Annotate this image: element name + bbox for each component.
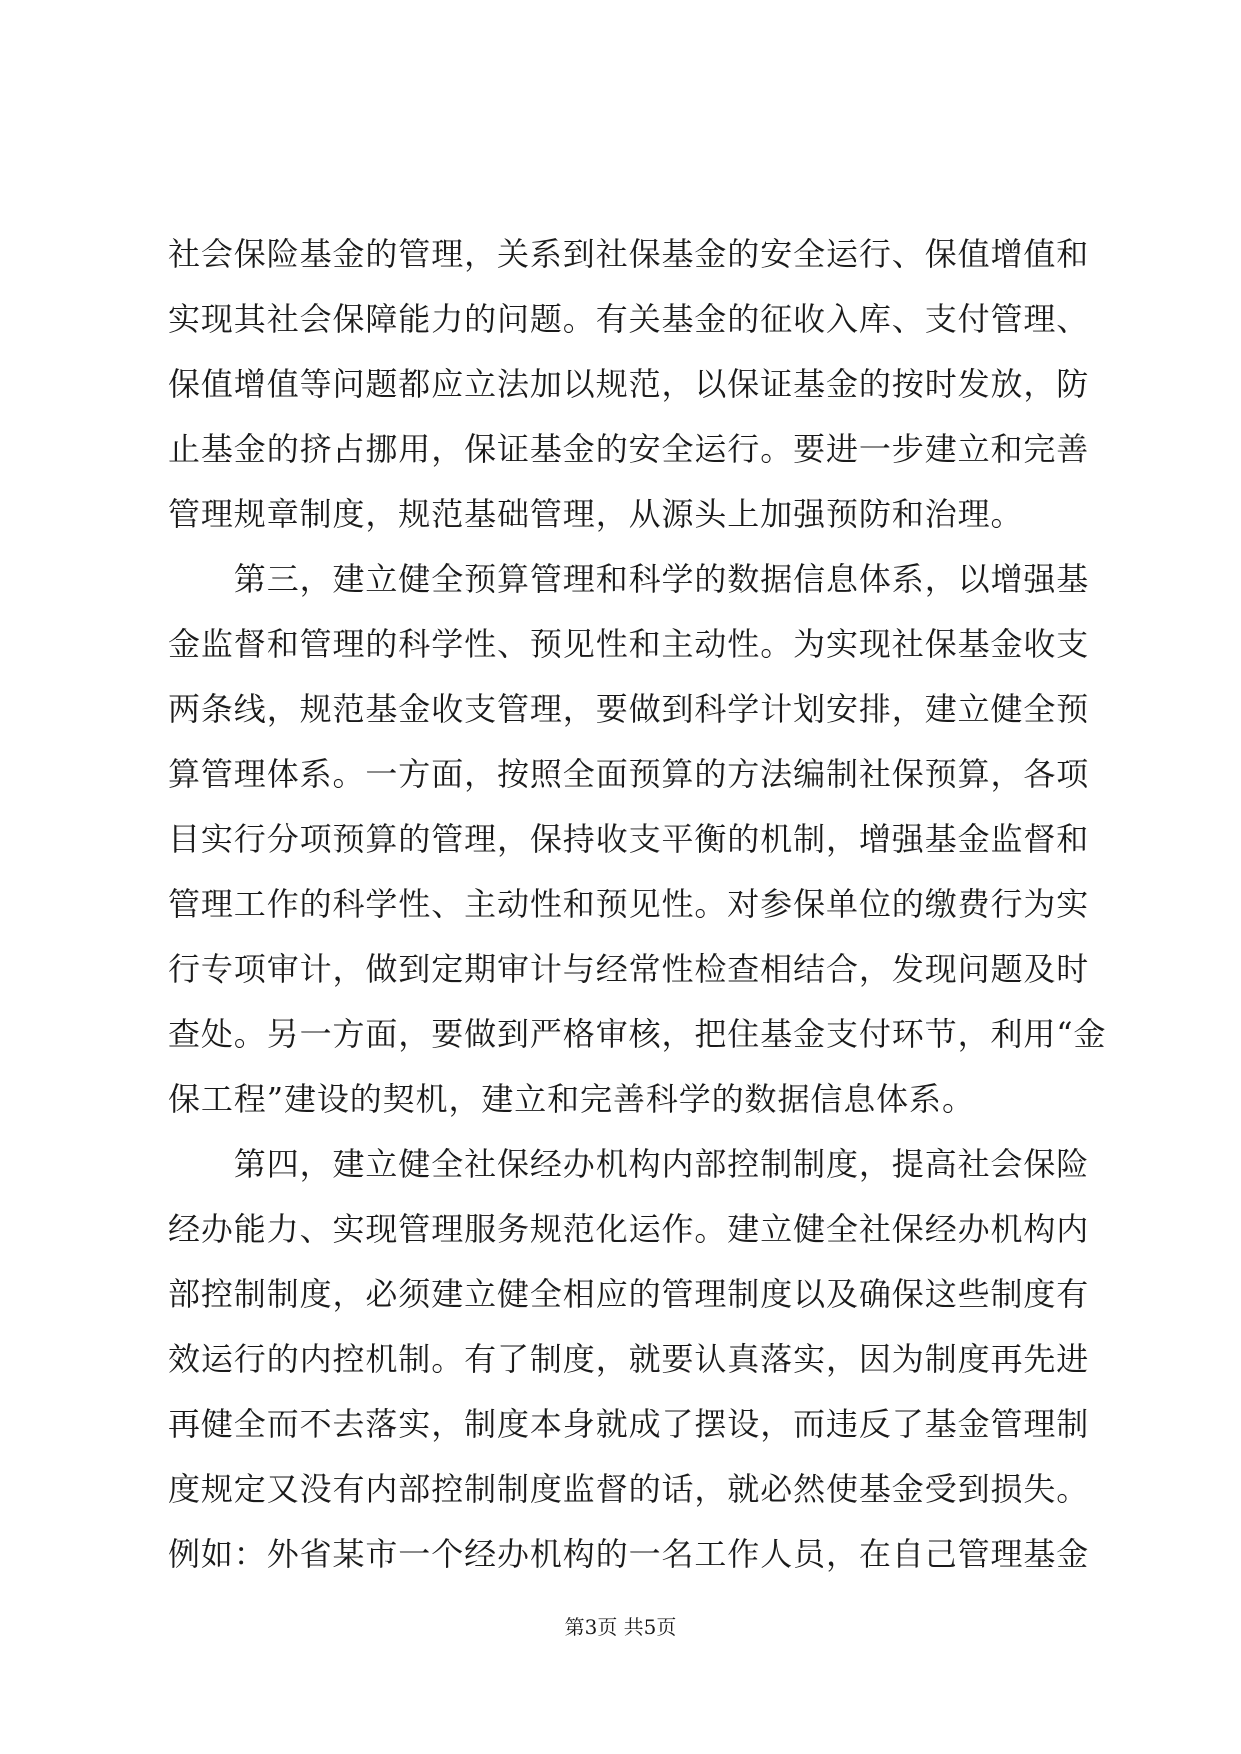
text-line: 管理规章制度，规范基础管理，从源头上加强预防和治理。 <box>168 495 1024 533</box>
text-line: 保值增值等问题都应立法加以规范，以保证基金的按时发放，防 <box>168 365 1090 403</box>
text-line: 保工程”建设的契机，建立和完善科学的数据信息体系。 <box>168 1080 975 1118</box>
text-line: 金监督和管理的科学性、预见性和主动性。为实现社保基金收支 <box>168 625 1090 663</box>
paragraph-start-line: 第三，建立健全预算管理和科学的数据信息体系，以增强基 <box>168 560 1090 598</box>
text-line: 社会保险基金的管理，关系到社保基金的安全运行、保值增值和 <box>168 235 1090 273</box>
text-line: 管理工作的科学性、主动性和预见性。对参保单位的缴费行为实 <box>168 885 1090 923</box>
text-line: 例如：外省某市一个经办机构的一名工作人员，在自己管理基金 <box>168 1535 1090 1573</box>
paragraph-start-line: 第四，建立健全社保经办机构内部控制制度，提高社会保险 <box>168 1145 1090 1183</box>
text-line: 行专项审计，做到定期审计与经常性检查相结合，发现问题及时 <box>168 950 1090 988</box>
text-line: 效运行的内控机制。有了制度，就要认真落实，因为制度再先进 <box>168 1340 1090 1378</box>
text-line: 度规定又没有内部控制制度监督的话，就必然使基金受到损失。 <box>168 1470 1090 1508</box>
text-line: 部控制制度，必须建立健全相应的管理制度以及确保这些制度有 <box>168 1275 1090 1313</box>
text-line: 查处。另一方面，要做到严格审核，把住基金支付环节，利用“金 <box>168 1015 1107 1053</box>
text-line: 两条线，规范基金收支管理，要做到科学计划安排，建立健全预 <box>168 690 1090 728</box>
text-line: 算管理体系。一方面，按照全面预算的方法编制社保预算，各项 <box>168 755 1090 793</box>
text-line: 经办能力、实现管理服务规范化运作。建立健全社保经办机构内 <box>168 1210 1090 1248</box>
body-text <box>168 222 1107 1587</box>
text-line: 目实行分项预算的管理，保持收支平衡的机制，增强基金监督和 <box>168 820 1090 858</box>
page-number-label: 第3页 共5页 <box>564 1615 677 1639</box>
text-line: 再健全而不去落实，制度本身就成了摆设，而违反了基金管理制 <box>168 1405 1090 1443</box>
page-footer <box>0 1612 1241 1642</box>
text-line: 止基金的挤占挪用，保证基金的安全运行。要进一步建立和完善 <box>168 430 1090 468</box>
text-line: 实现其社会保障能力的问题。有关基金的征收入库、支付管理、 <box>168 300 1090 338</box>
